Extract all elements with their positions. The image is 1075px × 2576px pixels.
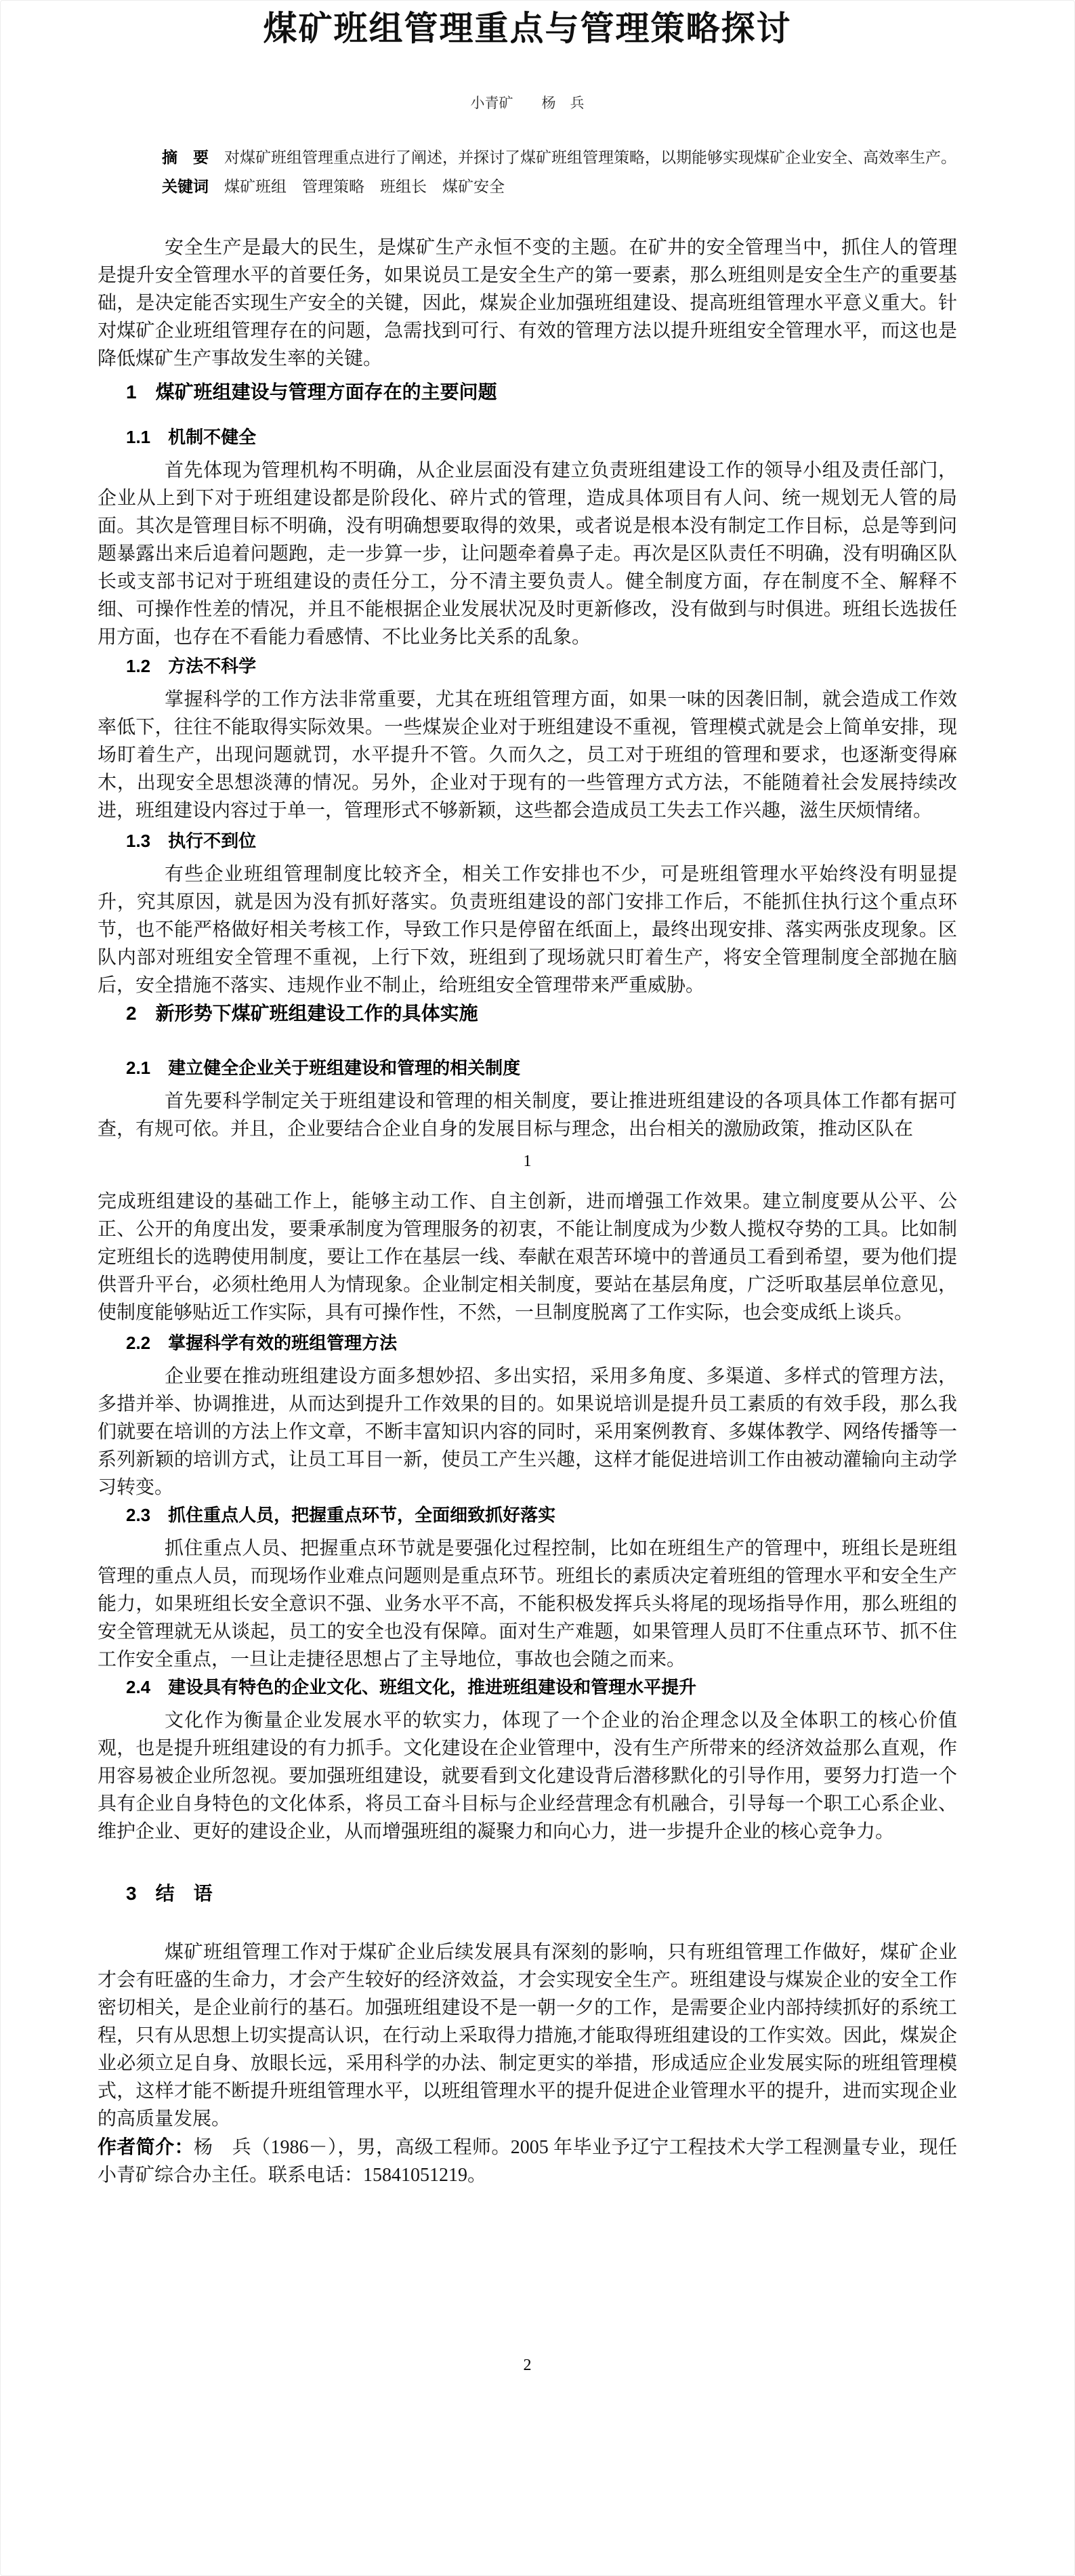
section-2-4-body: 文化作为衡量企业发展水平的软实力，体现了一个企业的治企理念以及全体职工的核心价值观，也是提升班组建设的有力抓手。文化建设在企业管理中，没有生产所带来的经济效益那么直观，作用容易被企业所忽视。要加强班组建设，就要看到文化建设背后潜移默化的引导作用，要努力打造一个具有企业自身特色的文化体系，将员工奋斗目标与企业经营理念有机融合，引导每一个职工心系企业、维护企业、更好的建设企业，从而增强班组的凝聚力和向心力，进一步提升企业的核心竞争力。 [98, 1710, 957, 1842]
section-2-2-heading: 2.2 掌握科学有效的班组管理方法 [126, 1333, 398, 1353]
page-number-1: 1 [523, 1152, 532, 1170]
abstract-text: 对煤矿班组管理重点进行了阐述，并探讨了煤矿班组管理策略，以期能够实现煤矿企业安全、高效率生产。 [224, 149, 956, 166]
section-1-1-heading: 1.1 机制不健全 [126, 427, 257, 447]
section-2-2-body: 企业要在推动班组建设方面多想妙招、多出实招，采用多角度、多渠道、多样式的管理方法，多措并举、协调推进，从而达到提升工作效果的目的。如果说培训是提升员工素质的有效手段，那么我们就要在培训的方法上作文章，不断丰富知识内容的同时，采用案例教育、多媒体教学、网络传播等一系列新颖的培训方式，让员工耳目一新，使员工产生兴趣，这样才能促进培训工作由被动灌输向主动学习转变。 [98, 1366, 957, 1498]
section-1-2-body: 掌握科学的工作方法非常重要，尤其在班组管理方面，如果一味的因袭旧制，就会造成工作效率低下，往往不能取得实际效果。一些煤炭企业对于班组建设不重视，管理模式就是会上简单安排，现场盯着生产，出现问题就罚，水平提升不管。久而久之，员工对于班组的管理和要求，也逐渐变得麻木，出现安全思想淡薄的情况。另外，企业对于现有的一些管理方式方法，不能随着社会发展持续改进，班组建设内容过于单一，管理形式不够新颖，这些都会造成员工失去工作兴趣，滋生厌烦情绪。 [98, 689, 957, 821]
keywords-text: 煤矿班组 管理策略 班组长 煤矿安全 [224, 178, 505, 195]
author-bio-label: 作者简介： [98, 2136, 194, 2157]
section-2-3-body: 抓住重点人员、把握重点环节就是要强化过程控制，比如在班组生产的管理中，班组长是班组管理的重点人员，而现场作业难点问题则是重点环节。班组长的素质决定着班组的管理水平和安全生产能力，如果班组长安全意识不强、业务水平不高，不能积极发挥兵头将尾的现场指导作用，那么班组的安全管理就无从谈起，员工的安全也没有保障。面对生产难题，如果管理人员盯不住重点环节、抓不住工作安全重点，一旦让走捷径思想占了主导地位，事故也会随之而来。 [98, 1538, 957, 1670]
author-bio [98, 2133, 957, 2189]
section-2-1-heading: 2.1 建立健全企业关于班组建设和管理的相关制度 [126, 1058, 521, 1078]
section-2-1-body-part2: 完成班组建设的基础工作上，能够主动工作、自主创新，进而增强工作效果。建立制度要从公平、公正、公开的角度出发，要秉承制度为管理服务的初衷，不能让制度成为少数人揽权夺势的工具。比如制定班组长的选聘使用制度，要让工作在基层一线、奉献在艰苦环境中的普通员工看到希望，要为他们提供晋升平台，必须杜绝用人为情现象。企业制定相关制度，要站在基层角度，广泛听取基层单位意见，使制度能够贴近工作实际，具有可操作性，不然，一旦制度脱离了工作实际，也会变成纸上谈兵。 [98, 1191, 957, 1323]
page-title: 煤矿班组管理重点与管理策略探讨 [263, 9, 792, 47]
section-2-1-body-part1: 首先要科学制定关于班组建设和管理的相关制度，要让推进班组建设的各项具体工作都有据可查，有规可依。并且，企业要结合企业自身的发展目标与理念，出台相关的激励政策，推动区队在 [98, 1091, 957, 1140]
section-1-heading: 1 煤矿班组建设与管理方面存在的主要问题 [126, 381, 497, 402]
intro-paragraph: 安全生产是最大的民生，是煤矿生产永恒不变的主题。在矿井的安全管理当中，抓住人的管理是提升安全管理水平的首要任务，如果说员工是安全生产的第一要素，那么班组则是安全生产的重要基础，是决定能否实现生产安全的关键，因此，煤炭企业加强班组建设、提高班组管理水平意义重大。针对煤矿企业班组管理存在的问题，急需找到可行、有效的管理方法以提升班组安全管理水平，而这也是降低煤矿生产事故发生率的关键。 [98, 237, 957, 369]
section-2-4-heading: 2.4 建设具有特色的企业文化、班组文化，推进班组建设和管理水平提升 [126, 1677, 697, 1697]
section-1-3-body: 有些企业班组管理制度比较齐全，相关工作安排也不少，可是班组管理水平始终没有明显提升，究其原因，就是因为没有抓好落实。负责班组建设的部门安排工作后，不能抓住执行这个重点环节，也不能严格做好相关考核工作，导致工作只是停留在纸面上，最终出现安排、落实两张皮现象。区队内部对班组安全管理不重视，上行下效，班组到了现场就只盯着生产，将安全管理制度全部抛在脑后，安全措施不落实、违规作业不制止，给班组安全管理带来严重威胁。 [98, 864, 957, 996]
section-1-3-heading: 1.3 执行不到位 [126, 831, 257, 851]
abstract [131, 143, 957, 172]
keywords-line [131, 172, 957, 201]
keywords-label: 关键词 [162, 178, 209, 195]
section-3-heading: 3 结 语 [126, 1883, 213, 1904]
abstract-label: 摘 要 [162, 148, 209, 166]
section-1-1-body: 首先体现为管理机构不明确，从企业层面没有建立负责班组建设工作的领导小组及责任部门，企业从上到下对于班组建设都是阶段化、碎片式的管理，造成具体项目有人问、统一规划无人管的局面。其次是管理目标不明确，没有明确想要取得的效果，或者说是根本没有制定工作目标，总是等到问题暴露出来后追着问题跑，走一步算一步，让问题牵着鼻子走。再次是区队责任不明确，没有明确区队长或支部书记对于班组建设的责任分工，分不清主要负责人。健全制度方面，存在制度不全、解释不细、可操作性差的情况，并且不能根据企业发展状况及时更新修改，没有做到与时俱进。班组长选拔任用方面，也存在不看能力看感情、不比业务比关系的乱象。 [98, 460, 957, 648]
section-2-heading: 2 新形势下煤矿班组建设工作的具体实施 [126, 1003, 478, 1024]
section-3-body: 煤矿班组管理工作对于煤矿企业后续发展具有深刻的影响，只有班组管理工作做好，煤矿企业才会有旺盛的生命力，才会产生较好的经济效益，才会实现安全生产。班组建设与煤炭企业的安全工作密切相关，是企业前行的基石。加强班组建设不是一朝一夕的工作，是需要企业内部持续抓好的系统工程，只有从思想上切实提高认识，在行动上采取得力措施,才能取得班组建设的工作实效。因此，煤炭企业必须立足自身、放眼长远，采用科学的办法、制定更实的举措，形成适应企业发展实际的班组管理模式，这样才能不断提升班组管理水平，以班组管理水平的提升促进企业管理水平的提升，进而实现企业的高质量发展。 [98, 1942, 957, 2130]
section-1-2-heading: 1.2 方法不科学 [126, 656, 257, 676]
section-2-3-heading: 2.3 抓住重点人员，把握重点环节，全面细致抓好落实 [126, 1505, 556, 1525]
page-number-2: 2 [523, 2356, 532, 2374]
byline: 小青矿 杨 兵 [470, 95, 585, 111]
author-bio-text: 杨 兵（1986－），男，高级工程师。2005 年毕业予辽宁工程技术大学工程测量专业，现任小青矿综合办主任。联系电话：15841051219。 [98, 2137, 957, 2186]
